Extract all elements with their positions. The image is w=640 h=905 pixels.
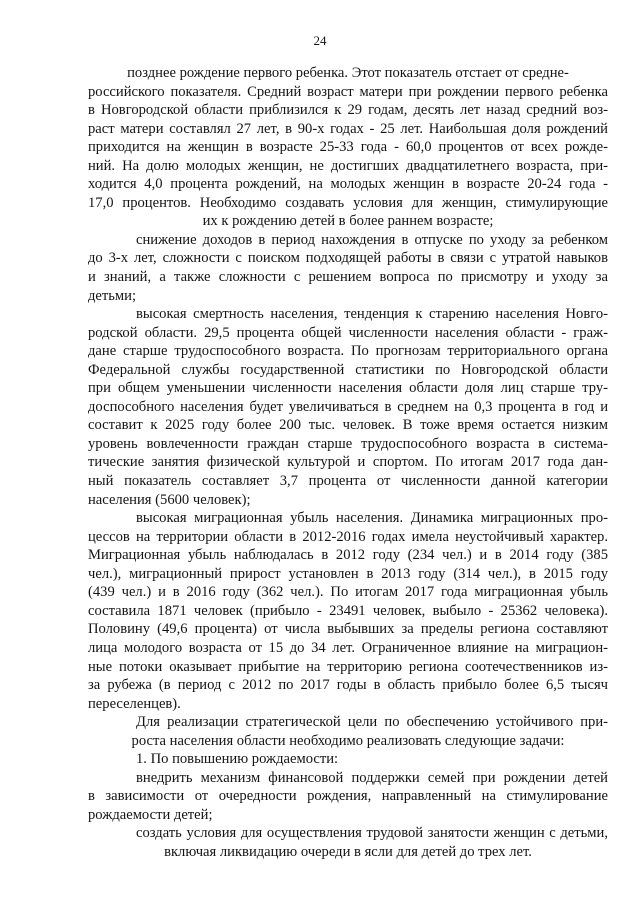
text-line: включая ликвидацию очереди в ясли для детей до трех лет. bbox=[164, 843, 532, 860]
text-line: дане старше трудоспособного возраста. По прогнозам территориального органа bbox=[88, 343, 608, 360]
text-line: Половину (49,6 процента) от числа выбывших за пределы региона составляют bbox=[88, 621, 608, 638]
text-line: позднее рождение первого ребенка. Этот показатель отстает от средне- bbox=[127, 65, 569, 81]
text-line: и знаний, а также сложности с решением вопроса по присмотру и уходу за bbox=[88, 269, 608, 286]
text-line: за рубежа (в период с 2012 по 2017 годы в область прибыло более 6,5 тысяч bbox=[88, 677, 608, 694]
text-line: роста населения области необходимо реализовать следующие задачи: bbox=[131, 732, 565, 749]
body-text bbox=[88, 64, 608, 862]
text-line: создать условия для осуществления трудовой занятости женщин с детьми, bbox=[136, 825, 608, 842]
text-line: Для реализации стратегической цели по обеспечению устойчивого при- bbox=[136, 714, 608, 731]
text-line: высокая смертность населения, тенденция к старению населения Новго- bbox=[136, 306, 608, 323]
text-line: Федеральной службы государственной статистики по Новгородской области bbox=[88, 361, 608, 378]
text-line: приходится на женщин в возрасте 25-33 года - 60,0 процентов от всех рожде- bbox=[88, 139, 608, 156]
text-line: снижение доходов в период нахождения в отпуске по уходу за ребенком bbox=[136, 231, 608, 248]
text-line: (439 чел.) и в 2016 году (362 чел.). По итогам 2017 года миграционная убыль bbox=[88, 584, 608, 601]
text-line: при общем уменьшении численности населения области доля лиц старше тру- bbox=[88, 380, 608, 397]
text-line: в Новгородской области приблизился к 29 годам, десять лет назад средний воз- bbox=[88, 102, 608, 119]
text-line: ходится 4,0 процента рождений, на молодых женщин в возрасте 20-24 года - bbox=[88, 176, 608, 193]
text-line: до 3-х лет, сложности с поиском подходящей работы в связи с утратой навыков bbox=[88, 250, 608, 267]
text-line: внедрить механизм финансовой поддержки семей при рождении детей bbox=[136, 769, 608, 786]
text-line: ный показатель составляет 3,7 процента от численности данной категории bbox=[88, 473, 608, 490]
text-line: тические занятия физической культурой и спортом. По итогам 2017 года дан- bbox=[88, 454, 608, 471]
text-line: Миграционная убыль наблюдалась в 2012 году (234 чел.) и в 2014 году (385 bbox=[88, 547, 608, 564]
text-line: цессов на территории области в 2012-2016 годах имела неустойчивый характер. bbox=[88, 528, 608, 545]
text-line: детьми; bbox=[88, 287, 137, 304]
text-line: рождаемости детей; bbox=[88, 806, 213, 823]
text-line: 17,0 процентов. Необходимо создавать условия для женщин, стимулирующие bbox=[88, 194, 608, 211]
text-line: в зависимости от очередности рождения, направленный на стимулирование bbox=[88, 788, 608, 805]
text-line: 1. По повышению рождаемости: bbox=[136, 751, 339, 768]
text-line: населения (5600 человек); bbox=[88, 491, 251, 508]
text-line: родской области. 29,5 процента общей численности населения области - граж- bbox=[88, 324, 608, 341]
text-line: их к рождению детей в более раннем возрасте; bbox=[202, 213, 494, 230]
text-line: раст матери составлял 27 лет, в 90-х годах - 25 лет. Наибольшая доля рождений bbox=[88, 120, 608, 137]
text-line: ний. На долю молодых женщин, не достигших двадцатилетнего возраста, при- bbox=[88, 157, 608, 174]
text-line: переселенцев). bbox=[88, 695, 181, 712]
text-line: доспособного населения будет увеличиваться в среднем на 0,3 процента в год и bbox=[88, 398, 608, 415]
text-line: ные потоки оказывает прибытие на территорию региона соотечественников из- bbox=[88, 658, 608, 675]
text-line: составит к 2025 году более 200 тыс. человек. В тоже время остается низким bbox=[88, 417, 608, 434]
text-line: лица молодого возраста от 15 до 34 лет. Ограниченное влияние на миграцион- bbox=[88, 639, 608, 656]
text-line: российского показателя. Средний возраст матери при рождении первого ребенка bbox=[88, 83, 608, 100]
text-line: уровень вовлеченности граждан старше трудоспособного возраста в система- bbox=[88, 435, 608, 452]
text-line: составила 1871 человек (прибыло - 23491 человек, выбыло - 25362 человека). bbox=[88, 602, 608, 619]
text-line: чел.), миграционный прирост установлен в 2013 году (314 чел.), в 2015 году bbox=[88, 565, 608, 582]
page-number: 24 bbox=[313, 33, 327, 48]
text-line: высокая миграционная убыль населения. Динамика миграционных про- bbox=[136, 510, 608, 527]
